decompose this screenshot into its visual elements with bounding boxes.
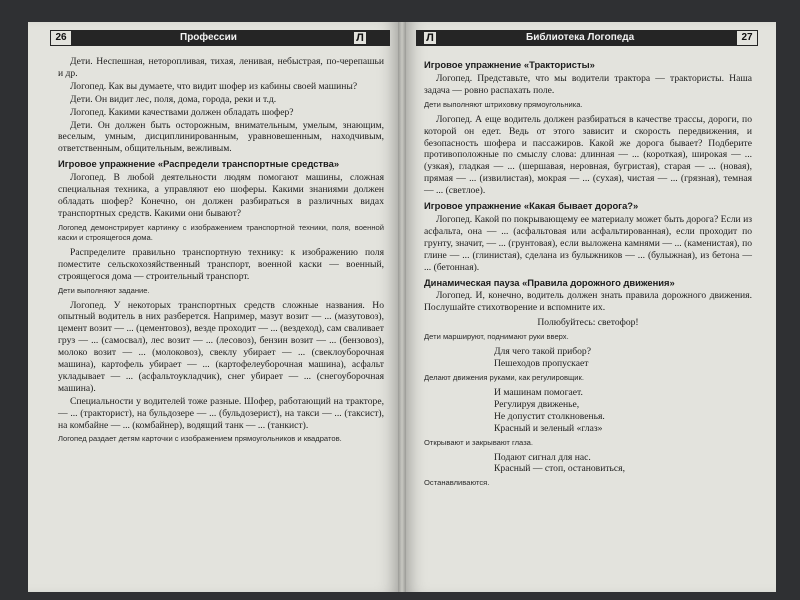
stage-direction: Дети маршируют, поднимают руки вверх. xyxy=(424,332,569,342)
paragraph: Логопед. Как вы думаете, что видит шофер из кабины своей машины? xyxy=(70,80,358,92)
book-logo-icon: Л xyxy=(352,30,368,46)
book-gutter xyxy=(398,22,406,592)
paragraph: Логопед. Какой по покрывающему ее материалу может быть дорога? Если из асфальта, она — ... (асфальтовая или асфальтированная), если проходит по грунту, значит, — ... (грунтовая), если выложена камнями — ... (каменистая), по глине — ... (глинистая), сделана из булыжников — ... (булыжная), из бетона — ... (бетонная). xyxy=(424,213,752,273)
paragraph: Дети. Неспешная, неторопливая, тихая, ленивая, небыстрая, по-черепашьи и др. xyxy=(58,56,384,79)
stage-direction: Делают движения руками, как регулировщик. xyxy=(424,372,584,382)
verse-line: Полюбуйтесь: светофор! xyxy=(537,317,639,329)
right-page-text xyxy=(424,56,752,492)
section-heading: Динамическая пауза «Правила дорожного движения» xyxy=(424,276,675,288)
stage-direction: Логопед раздает детям карточки с изображением прямоугольников и квадратов. xyxy=(58,434,342,444)
paragraph: Логопед. Какими качествами должен обладать шофер? xyxy=(70,106,294,118)
paragraph: Логопед. А еще водитель должен разбираться в качестве трассы, дороги, по которой он едет. Ведь от этого зависит и скорость передвижения, и безопасность шофера и пассажиров. Какой же дорога бывает? Подберите противоположные по смыслу слова: длинная — ... (короткая), широкая — ... (узкая), гладкая — ... (шершавая, неровная, бугристая), старая — ... (новая), прямая — ... (извилистая), мокрая — ... (сухая), чистая — ... (грязная), темная — ... (светлое). xyxy=(424,113,752,197)
left-page-header xyxy=(50,30,390,46)
verse-line: Регулируя движенье, xyxy=(494,398,580,410)
stage-direction: Дети выполняют задание. xyxy=(58,285,150,295)
paragraph: Дети. Он видит лес, поля, дома, города, реки и т.д. xyxy=(70,93,277,105)
left-page xyxy=(28,22,398,592)
stage-direction: Логопед демонстрирует картинку с изображением транспортной техники, поля, военной каски и строящегося дома. xyxy=(58,222,384,242)
left-page-text xyxy=(58,56,384,448)
stage-direction: Останавливаются. xyxy=(424,478,490,488)
verse-line: Красный и зеленый «глаз» xyxy=(494,422,603,434)
paragraph: Распределите правильно транспортную технику: к изображению поля поместите сельскохозяйственный транспорт, военной каски — военный, строящегося дома — строительный транспорт. xyxy=(58,246,384,282)
right-page-header xyxy=(416,30,758,46)
verse-line: Для чего такой прибор? xyxy=(494,346,591,358)
running-title: Профессии xyxy=(180,32,237,43)
paragraph: Логопед. Представьте, что мы водители трактора — трактористы. Наша задача — ровно распахать поле. xyxy=(424,72,752,96)
verse-line: Пешеходов пропускает xyxy=(494,358,589,370)
verse-line: Красный — стоп, остановиться, xyxy=(494,463,625,475)
paragraph: Логопед. И, конечно, водитель должен знать правила дорожного движения. Послушайте стихотворение и вспомните их. xyxy=(424,290,752,314)
running-title: Библиотека Логопеда xyxy=(526,32,635,43)
page-number: 27 xyxy=(736,30,758,46)
section-heading: Игровое упражнение «Какая бывает дорога?» xyxy=(424,200,639,212)
section-heading: Игровое упражнение «Трактористы» xyxy=(424,59,595,70)
stage-direction: Дети выполняют штриховку прямоугольника. xyxy=(424,99,583,109)
paragraph: Дети. Он должен быть осторожным, внимательным, умелым, знающим, веселым, умным, дисциплинированным, уравновешенным, находчивым, ответственным, общительным, вежливым. xyxy=(58,119,384,155)
paragraph: Логопед. У некоторых транспортных средств сложные названия. Но опытный водитель в них разберется. Например, мазут возит — ... (мазутовоз), цемент возит — ... (цементовоз), везде проходит — ... (вездеход), сам сваливает груз — ... (самосвал), лес возит — ... (лесовоз), бензин возит — ... (бензовоз), молоко возит — ... (молоковоз), свеклу убирает — ... (свеклоуборочная машина), картофель убирает — ... (картофелеуборочная машина), асфальт укладывает — ... (асфальтоукладчик), снег убирает — ... (снегоуборочная машина). xyxy=(58,299,384,394)
verse-line: И машинам помогает. xyxy=(494,386,583,398)
stage-direction: Открывают и закрывают глаза. xyxy=(424,437,534,447)
paragraph: Специальности у водителей тоже разные. Шофер, работающий на тракторе, — ... (тракторист), на бульдозере — ... (бульдозерист), на такси — ... (таксист), на комбайне — ... (комбайнер), водящий танк — ... (танкист). xyxy=(58,395,384,431)
book-spread xyxy=(28,22,776,592)
right-page xyxy=(406,22,776,592)
page-number: 26 xyxy=(50,30,72,46)
verse-line: Подают сигнал для нас. xyxy=(494,451,591,463)
book-logo-icon: Л xyxy=(422,30,438,46)
paragraph: Логопед. В любой деятельности людям помогают машины, сложная специальная техника, а управляют ею шоферы. Какими знаниями должен обладать шофер? Конечно, он должен разбираться в различных видах транспортных средств. Какими они бывают? xyxy=(58,172,384,219)
section-heading: Игровое упражнение «Распредели транспортные средства» xyxy=(58,158,340,170)
verse-line: Не допустит столкновенья. xyxy=(494,410,605,422)
